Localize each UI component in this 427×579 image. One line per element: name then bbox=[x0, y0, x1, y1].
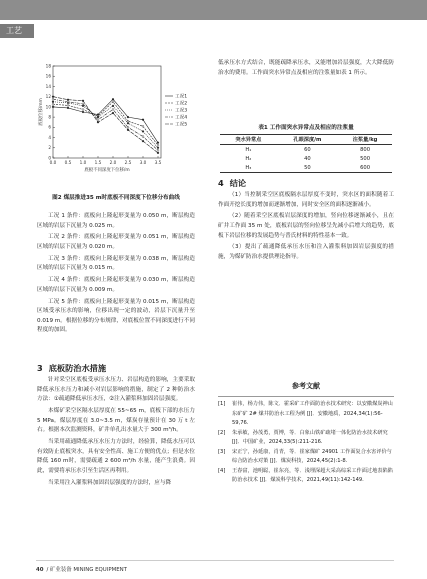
table-cell: 600 bbox=[360, 164, 371, 171]
table-cell: 800 bbox=[360, 146, 371, 153]
section-number: 3 bbox=[37, 363, 43, 373]
table-header-cell: 突水异常点 bbox=[235, 137, 262, 143]
x-axis-label: 底板不同深度下位移/m bbox=[84, 168, 130, 173]
paragraph: 低承压水方式结合，既能疏降承压水，又能增加岩层强度，大大降低防治水的费用。工作面突水异常点及相应的注浆量如表 1 所示。 bbox=[218, 60, 394, 76]
legend-label: 工况5 bbox=[175, 122, 188, 128]
reference-item bbox=[218, 429, 394, 448]
table-cell: 500 bbox=[360, 155, 371, 162]
paragraph: 当采用注入灌浆料加固岩层强度的方法时，应与降 bbox=[48, 479, 172, 486]
paragraph: 工况 1 条件：底板向上隆起形变量为 0.050 m，断层构造区域的岩层下沉量为 0.025 m。 bbox=[37, 213, 195, 229]
series-point bbox=[142, 131, 144, 133]
table-cell: 50 bbox=[304, 164, 311, 171]
section-4-body bbox=[218, 191, 394, 265]
series-point bbox=[127, 129, 129, 131]
series-point bbox=[112, 101, 114, 103]
table-row bbox=[220, 163, 392, 173]
journal-name-en: MINING EQUIPMENT bbox=[73, 567, 127, 573]
paragraph: 本煤矿采空区隔水层厚度在 55~65 m，底板下部的水压力 5 MPa。煤层厚度在 3.0~3.5 m，煤炭存量预计在 30 万 t 左右。根据本次监测资料，矿井单孔出水量大于 300 m³/h。 bbox=[37, 407, 195, 434]
reference-number: [3] bbox=[218, 448, 226, 455]
series-point bbox=[67, 104, 69, 106]
series-point bbox=[157, 142, 159, 144]
page-footer: 40 / 矿业装备 MINING EQUIPMENT bbox=[36, 567, 127, 573]
y-tick-label: 14 bbox=[45, 83, 51, 89]
x-tick-label: 3.0 bbox=[139, 160, 147, 165]
series-point bbox=[67, 99, 69, 101]
series-point bbox=[52, 103, 54, 105]
series-point bbox=[82, 111, 84, 113]
legend-label: 工况1 bbox=[175, 94, 188, 100]
series-point bbox=[112, 112, 114, 114]
references-divider bbox=[218, 396, 394, 397]
table-row bbox=[220, 145, 392, 155]
series-point bbox=[67, 107, 69, 109]
journal-name: 矿业装备 bbox=[50, 567, 72, 573]
y-tick-label: 0 bbox=[48, 155, 51, 161]
section-title: 结论 bbox=[229, 178, 247, 188]
right-column-intro bbox=[218, 59, 394, 80]
legend-label: 工况3 bbox=[175, 108, 188, 114]
series-point bbox=[82, 100, 84, 102]
series-point bbox=[142, 119, 144, 121]
series-point bbox=[52, 96, 54, 98]
series-point bbox=[127, 120, 129, 122]
paragraph: （1）当控制采空区底板隔水层厚度不变时，突水区的面积随着工作面开挖长度的增加而逐渐增加，同时安全区的面积逐渐减小。 bbox=[218, 192, 394, 208]
table-cell: H₂ bbox=[245, 155, 252, 162]
page-number: 40 bbox=[36, 567, 44, 573]
reference-item bbox=[218, 400, 394, 429]
series-point bbox=[157, 152, 159, 154]
reference-item bbox=[218, 467, 394, 486]
displacement-chart bbox=[37, 62, 195, 174]
table-header-cell: 孔眼深度/m bbox=[293, 137, 322, 143]
y-tick-label: 8 bbox=[48, 114, 51, 120]
series-point bbox=[127, 122, 129, 124]
section-tag: 工艺 bbox=[0, 24, 34, 38]
section-title: 底板防治水措施 bbox=[48, 363, 107, 373]
y-tick-label: 10 bbox=[45, 104, 51, 110]
series-point bbox=[127, 116, 129, 118]
grouting-table bbox=[220, 134, 392, 173]
paragraph: 当采用疏通降低承压水压力方法时，经验算，降低水压可以有效防止底板突水，具有安全性高、施工方便的优点；但是水位降低 160 m时，需要疏通 2 600 m³/h 水量，能产生浪费。因此，需要将承压水引至生活区再利用。 bbox=[37, 438, 195, 474]
table-cell: H₁ bbox=[245, 146, 252, 153]
references-title: 参考文献 bbox=[292, 382, 320, 390]
reference-text: 王春富，池明聪，崔东亮，等．浅埋深超大采高综采工作面过地表陷陷防治水技术 [J]．煤炭科学技术，2021,49(11):142-149. bbox=[232, 467, 393, 483]
references-list bbox=[218, 400, 394, 486]
paragraph: 工况 5 条件：底板向上隆起形变量为 0.015 m，断层构造区域受承压水的影响，位移出现一定的波动，岩层下沉量升至 0.019 m。根据位移的分布规律，对底板位置不同深度进行不同程度的加固。 bbox=[37, 298, 195, 334]
y-tick-label: 12 bbox=[45, 94, 51, 100]
reference-number: [4] bbox=[218, 467, 226, 474]
series-point bbox=[157, 147, 159, 149]
x-tick-label: 0.0 bbox=[49, 160, 57, 165]
series-point bbox=[52, 106, 54, 108]
y-axis-label: 底板位移/mm bbox=[39, 98, 44, 126]
section-3-heading bbox=[37, 363, 106, 374]
section-number: 4 bbox=[218, 178, 224, 188]
reference-text: 崔伟，杨力伟，陈文．霍采矿工作面防治水技术研究：以安徽煤炭神山东矿矿 2# 煤井防治水工程为例 [J]．安徽地质，2024,34(1):56-59,76. bbox=[232, 401, 393, 426]
legend-label: 工况2 bbox=[175, 101, 188, 107]
reference-number: [2] bbox=[218, 429, 226, 436]
series-point bbox=[112, 109, 114, 111]
table-header-cell: 注浆量/kg bbox=[352, 137, 378, 143]
series-point bbox=[52, 98, 54, 100]
plot-frame bbox=[53, 66, 161, 158]
paragraph: 工况 2 条件：底板向上隆起形变量为 0.051 m，断层构造区域的岩层下沉量为 0.020 m。 bbox=[37, 234, 195, 250]
series-point bbox=[127, 126, 129, 128]
series-point bbox=[82, 103, 84, 105]
reference-text: 宋正宁，孙延康，肖青，等．崔家煤矿 24901 工作面复合水害评价与综合防治水对策 [J]．煤炭科技，2024,45(2):1-8. bbox=[232, 448, 392, 464]
figure-caption: 图2 煤层推进35 m时底板不同深度下位移分布曲线 bbox=[52, 195, 180, 201]
footer-rule bbox=[36, 560, 394, 561]
x-tick-label: 3.5 bbox=[154, 160, 162, 165]
reference-item bbox=[218, 448, 394, 467]
paragraph: 工况 4 条件：底板向上隆起形变量为 0.030 m，断层构造区域的岩层下沉量为 0.009 m。 bbox=[37, 277, 195, 293]
table-cell: 60 bbox=[304, 146, 311, 153]
series-point bbox=[97, 116, 99, 118]
series-point bbox=[157, 149, 159, 151]
paragraph: 针对采空区底板受承压水压力、岩层构造的影响，主要采取降低承压水压力和减小对岩层影响的措施，制定了 2 种防治水方法：①疏通降低承压水压，②注入灌浆料加固岩层强度。 bbox=[37, 377, 195, 403]
y-tick-label: 16 bbox=[45, 73, 51, 79]
series-point bbox=[142, 140, 144, 142]
x-tick-label: 1.0 bbox=[79, 160, 87, 165]
x-tick-label: 2.0 bbox=[109, 160, 117, 165]
table-title: 表1 工作面突水异常点及相应的注浆量 bbox=[258, 125, 354, 131]
series-point bbox=[82, 105, 84, 107]
section-3-body bbox=[37, 376, 195, 490]
legend-label: 工况4 bbox=[175, 115, 188, 121]
y-tick-label: 4 bbox=[48, 134, 51, 140]
x-tick-label: 1.5 bbox=[94, 160, 102, 165]
reference-text: 朱承敏，孙茂勇，贾博，等．白象山铁矿疏堵一体化防治水技术研究 [J]．中国矿业，2024,33(5):211-216. bbox=[232, 429, 388, 445]
y-tick-label: 6 bbox=[48, 124, 51, 130]
reference-number: [1] bbox=[218, 401, 226, 407]
series-point bbox=[97, 121, 99, 123]
y-tick-label: 2 bbox=[48, 145, 51, 151]
paragraph: （2）随着采空区底板岩层深度的增加，竖向位移逐渐减小，且在矿井工作面 35 m 处，底板岩层的竖向位移呈先减小后增大的趋势，底板下岩层位移的发展趋势与普氏材料的特性基本一致。 bbox=[218, 213, 394, 239]
series-point bbox=[142, 125, 144, 127]
series-point bbox=[52, 101, 54, 103]
section-4-heading bbox=[218, 178, 246, 189]
series-point bbox=[97, 119, 99, 121]
top-banner bbox=[0, 0, 427, 20]
series-point bbox=[112, 105, 114, 107]
x-tick-label: 2.5 bbox=[124, 160, 132, 165]
paragraph: （3）提出了疏通降低承压水压和注入灌浆料加固岩层强度的措施，为煤矿防治水提供理论指导。 bbox=[218, 244, 394, 260]
series-point bbox=[142, 136, 144, 138]
table-cell: 40 bbox=[304, 155, 311, 162]
series-point bbox=[82, 109, 84, 111]
x-tick-label: 0.5 bbox=[64, 160, 72, 165]
series-point bbox=[67, 101, 69, 103]
table-header-row bbox=[220, 135, 392, 145]
series-point bbox=[157, 144, 159, 146]
series-point bbox=[112, 98, 114, 100]
table-row bbox=[220, 154, 392, 163]
paragraph: 工况 3 条件：底板向上隆起形变量为 0.038 m，断层构造区域的岩层下沉量为 0.015 m。 bbox=[37, 255, 195, 272]
y-tick-label: 18 bbox=[45, 63, 51, 69]
left-column-paragraphs bbox=[37, 212, 195, 338]
table-cell: H₃ bbox=[245, 164, 252, 171]
